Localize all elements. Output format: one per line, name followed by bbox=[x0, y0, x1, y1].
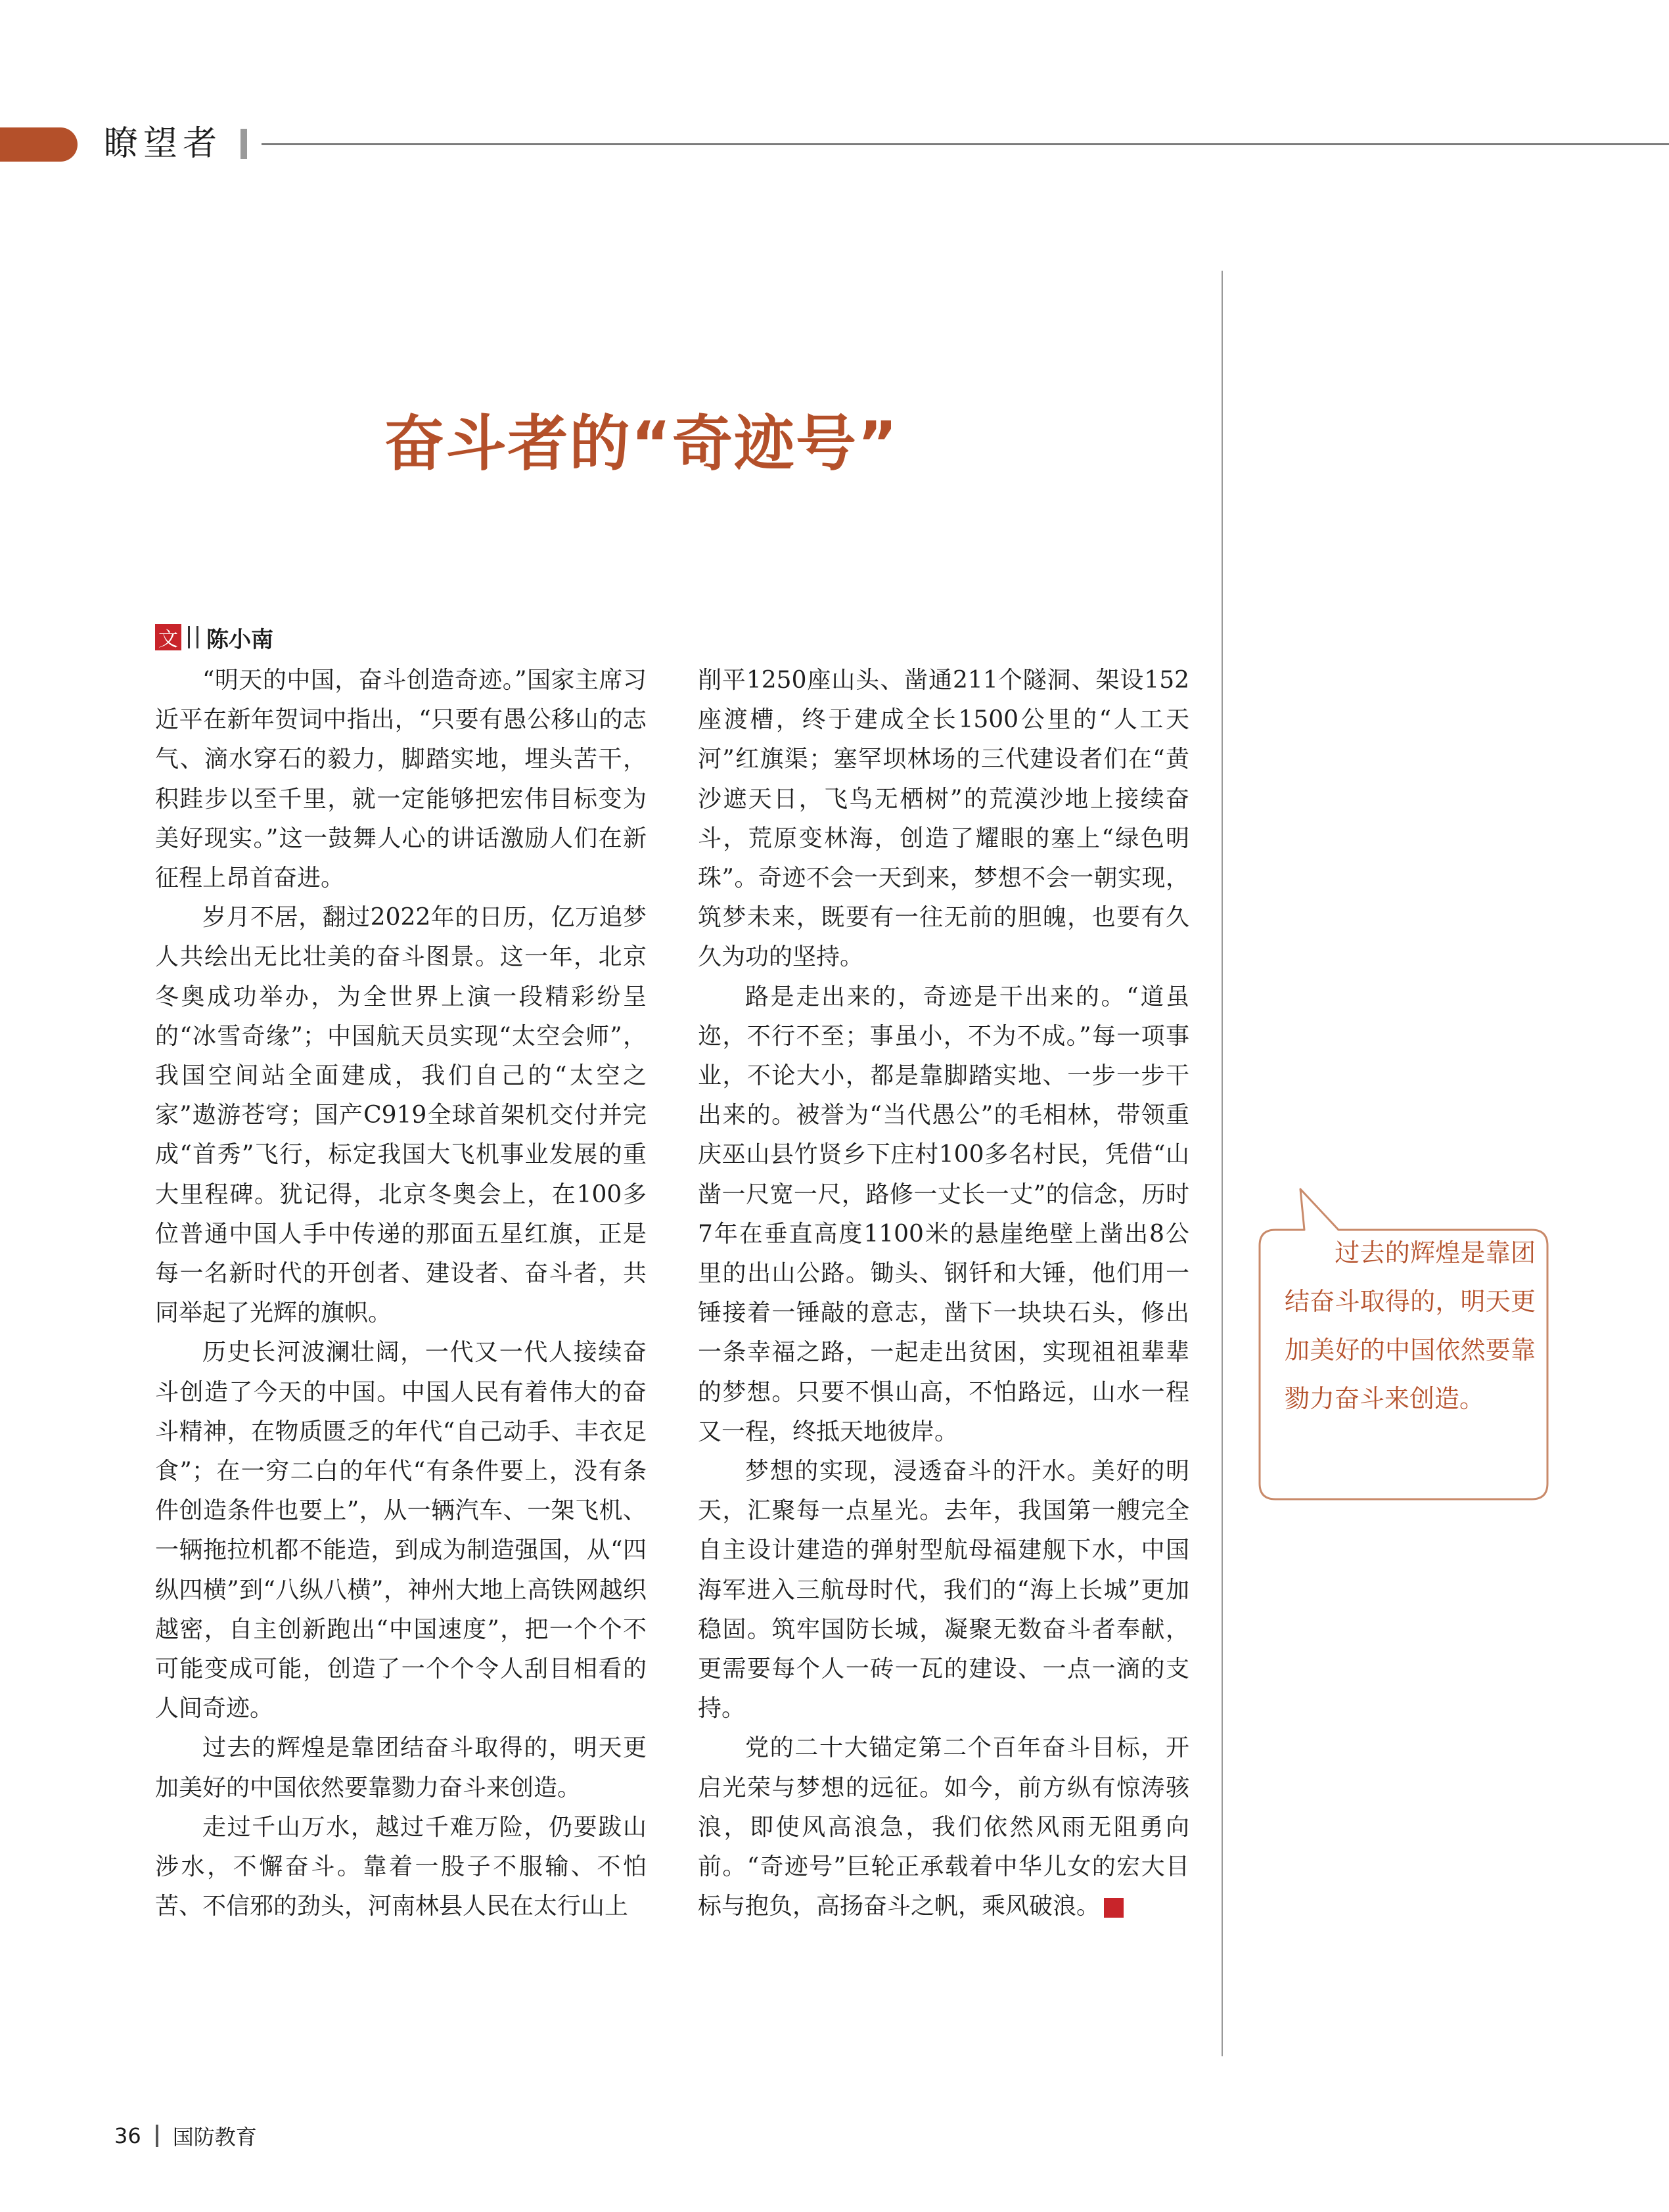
paragraph: 走过千山万水，越过千难万险，仍要跋山涉水，不懈奋斗。靠着一股子不服输、不怕苦、不信邪的劲头，河南林县人民在太行山上 bbox=[155, 1813, 647, 1920]
paragraph: 岁月不居，翻过2022年的日历，亿万追梦人共绘出无比壮美的奋斗图景。这一年，北京冬奥成功举办，为全世界上演一段精彩纷呈的“冰雪奇缘”；中国航天员实现“太空会师”，我国空间站全面建成，我们自己的“太空之家”遨游苍穹；国产C919全球首架机交付并完成“首秀”飞行，标定我国大飞机事业发展的重大里程碑。犹记得，北京冬奥会上，在100多位普通中国人手中传递的那面五星红旗，正是每一名新时代的开创者、建设者、奋斗者，共同举起了光辉的旗帜。 bbox=[155, 904, 647, 1327]
paragraph: “明天的中国，奋斗创造奇迹。”国家主席习近平在新年贺词中指出，“只要有愚公移山的志气、滴水穿石的毅力，脚踏实地，埋头苦干，积跬步以至千里，就一定能够把宏伟目标变为美好现实。”这一鼓舞人心的讲话激励人们在新征程上昂首奋进。 bbox=[155, 667, 647, 892]
footer-divider bbox=[156, 2125, 158, 2147]
section-tab-shape bbox=[0, 127, 78, 162]
pull-quote bbox=[1257, 1186, 1550, 1502]
pull-quote-body: 过去的辉煌是靠团结奋斗取得的，明天更加美好的中国依然要靠勠力奋斗来创造。 bbox=[1285, 1238, 1536, 1413]
paragraph: 历史长河波澜壮阔，一代又一代人接续奋斗创造了今天的中国。中国人民有着伟大的奋斗精神，在物质匮乏的年代“自己动手、丰衣足食”；在一穷二白的年代“有条件要上，没有条件创造条件也要上”，从一辆汽车、一架飞机、一辆拖拉机都不能造，到成为制造强国，从“四纵四横”到“八纵八横”，神州大地上高铁网越织越密，自主创新跑出“中国速度”，把一个个不可能变成可能，创造了一个个令人刮目相看的人间奇迹。 bbox=[155, 1339, 647, 1723]
article-column-left bbox=[155, 661, 647, 1927]
pull-quote-text bbox=[1285, 1229, 1536, 1423]
author-name: 陈小南 bbox=[206, 626, 273, 653]
byline-mark-icon: 文 bbox=[155, 624, 181, 650]
magazine-name: 国防教育 bbox=[172, 2125, 257, 2150]
byline bbox=[155, 623, 273, 652]
paragraph-continuation: 削平1250座山头、凿通211个隧洞、架设152座渡槽，终于建成全长1500公里的“人工天河”红旗渠；塞罕坝林场的三代建设者们在“黄沙遮天日，飞鸟无栖树”的荒漠沙地上接续奋斗，荒原变林海，创造了耀眼的塞上“绿色明珠”。奇迹不会一天到来，梦想不会一朝实现，筑梦未来，既要有一往无前的胆魄，也要有久久为功的坚持。 bbox=[698, 667, 1189, 971]
paragraph: 梦想的实现，浸透奋斗的汗水。美好的明天，汇聚每一点星光。去年，我国第一艘完全自主设计建造的弹射型航母福建舰下水，中国海军进入三航母时代，我们的“海上长城”更加稳固。筑牢国防长城，凝聚无数奋斗者奉献，更需要每个人一砖一瓦的建设、一点一滴的支持。 bbox=[698, 1458, 1189, 1723]
section-title: 瞭望者 bbox=[104, 124, 223, 164]
page-footer bbox=[114, 2121, 257, 2151]
paragraph-last bbox=[698, 1728, 1189, 1926]
article-column-right bbox=[698, 661, 1189, 1927]
page-number: 36 bbox=[114, 2123, 141, 2148]
margin-divider bbox=[1222, 271, 1223, 2056]
article-title: 奋斗者的“奇迹号” bbox=[384, 409, 899, 479]
paragraph: 路是走出来的，奇迹是干出来的。“道虽迩，不行不至；事虽小，不为不成。”每一项事业，不论大小，都是靠脚踏实地、一步一步干出来的。被誉为“当代愚公”的毛相林，带领重庆巫山县竹贤乡下庄村100多名村民，凭借“山凿一尺宽一尺，路修一丈长一丈”的信念，历时7年在垂直高度1100米的悬崖绝壁上凿出8公里的出山公路。锄头、钢钎和大锤，他们用一锤接着一锤敲的意志，凿下一块块石头，修出一条幸福之路，一起走出贫困，实现祖祖辈辈的梦想。只要不惧山高，不怕路远，山水一程又一程，终抵天地彼岸。 bbox=[698, 983, 1189, 1445]
paragraph-last-text: 党的二十大锚定第二个百年奋斗目标，开启光荣与梦想的远征。如今，前方纵有惊涛骇浪，即使风高浪急，我们依然风雨无阻勇向前。“奇迹号”巨轮正承载着中华儿女的宏大目标与抱负，高扬奋斗之帆，乘风破浪。 bbox=[698, 1734, 1189, 1920]
byline-divider bbox=[188, 626, 198, 648]
paragraph: 过去的辉煌是靠团结奋斗取得的，明天更加美好的中国依然要靠勠力奋斗来创造。 bbox=[155, 1734, 647, 1801]
end-of-article-icon: G bbox=[1104, 1898, 1124, 1918]
section-title-bar bbox=[240, 129, 247, 159]
header-rule bbox=[262, 143, 1669, 145]
